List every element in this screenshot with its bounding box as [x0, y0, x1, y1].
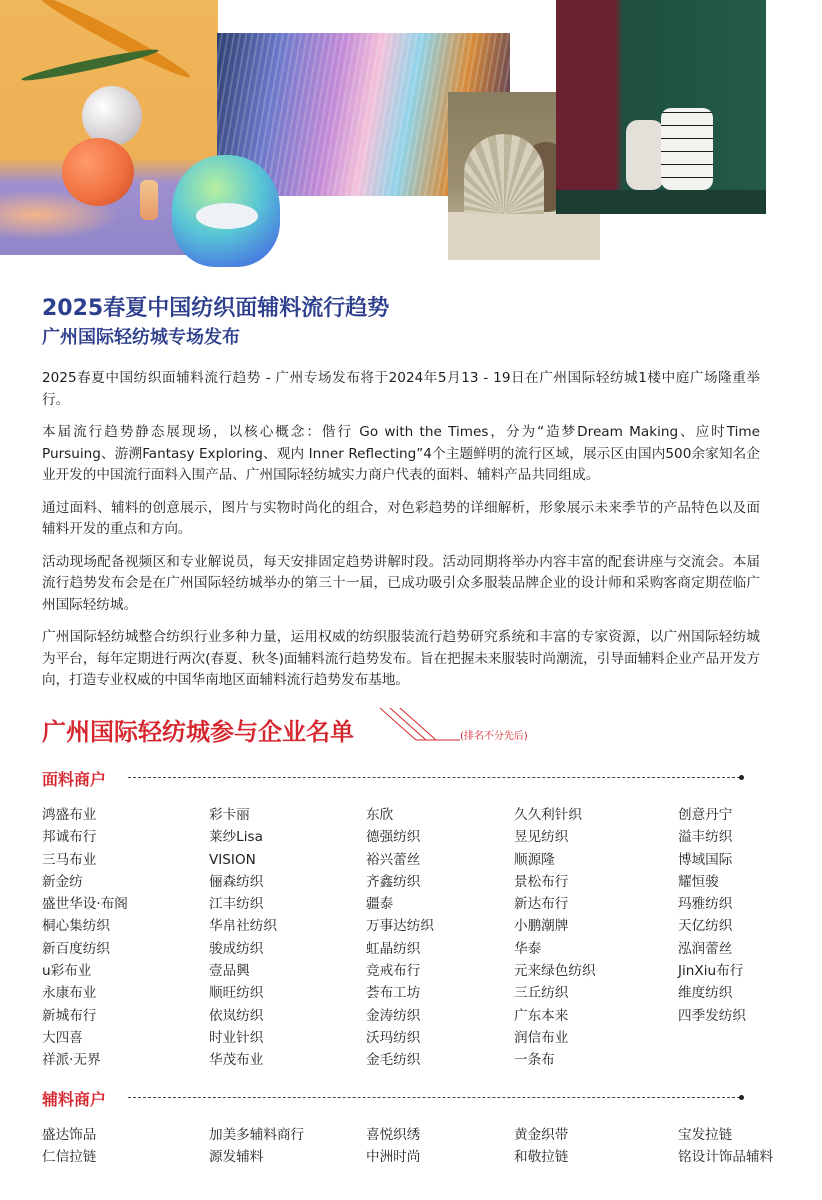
company-name: 加美多辅料商行: [209, 1127, 305, 1143]
company-name: 仁信拉链: [42, 1149, 97, 1166]
category-divider: [128, 777, 740, 778]
company-name: 昱见纺织: [514, 829, 569, 846]
page-title: 2025春夏中国纺织面辅料流行趋势: [42, 296, 390, 321]
company-name: 沃玛纺织: [366, 1029, 421, 1046]
paragraph: 通过面料、辅料的创意展示，图片与实物时尚化的组合，对色彩趋势的详细解析，形象展示未来季节的产品特色以及面辅料开发的重点和方向。: [42, 499, 760, 537]
company-name: 小鹏潮牌: [514, 918, 569, 935]
accessory-column-5: [678, 1124, 773, 1169]
company-name: 耀恒骏: [678, 873, 719, 890]
company-name: 鸿盛布业: [42, 807, 97, 823]
pedestal: [448, 212, 600, 260]
company-name: 一条布: [514, 1052, 555, 1069]
accessory-column-1: [42, 1124, 96, 1169]
shell-shape: [464, 134, 544, 214]
company-name: 广东本来: [514, 1007, 569, 1024]
company-name: 荟布工坊: [366, 985, 421, 1002]
company-name: 铭设计饰品辅料: [678, 1149, 774, 1166]
company-name: 邦诚布行: [42, 829, 97, 846]
company-name: JinXiu布行: [678, 963, 744, 980]
company-name: 金涛纺织: [366, 1007, 421, 1024]
company-name: 盛达饰品: [42, 1127, 97, 1143]
company-name: 和敬拉链: [514, 1149, 569, 1166]
company-name: u彩布业: [42, 963, 92, 980]
company-name: 中洲时尚: [366, 1149, 421, 1166]
company-name: 齐鑫纺织: [366, 873, 421, 890]
company-name: 裕兴蕾丝: [366, 851, 421, 868]
company-name: 元来绿色纺织: [514, 963, 596, 980]
company-name: 创意丹宁: [678, 807, 733, 823]
company-name: 宝发拉链: [678, 1127, 733, 1143]
company-name: 新达布行: [514, 896, 569, 913]
accessory-column-3: [366, 1124, 420, 1169]
grid-vase: [661, 108, 713, 190]
paragraph: 本届流行趋势静态展现场，以核心概念：偕行 Go with the Times，分为“造梦Dream Making、应时Time Pursuing、游溯Fantasy Exploring、观内 Inner Reflecting”4个主题鲜明的流行区域，展示区由国内500余家知名企业开发的中国流行面料入围产品、广州国际轻纺城实力商户代表的面料、辅料产品共同组成。: [42, 424, 760, 483]
company-name: 桐心集纺织: [42, 918, 110, 935]
fabric-column-3: [366, 804, 434, 1072]
white-vase: [626, 120, 664, 190]
divider-dot: [739, 775, 744, 780]
orange-sphere: [62, 138, 134, 206]
paragraph: 2025春夏中国纺织面辅料流行趋势 - 广州专场发布将于2024年5月13 - 19日在广州国际轻纺城1楼中庭广场隆重举行。: [42, 370, 760, 408]
article-body: [42, 368, 760, 703]
category-divider: [128, 1097, 740, 1098]
company-name: 四季发纺织: [678, 1007, 746, 1024]
company-name: 三丘纺织: [514, 985, 569, 1002]
company-name: 溢丰纺织: [678, 829, 733, 846]
company-name: 景松布行: [514, 873, 569, 890]
company-name: 江丰纺织: [209, 896, 264, 913]
company-name: 华泰: [514, 940, 542, 957]
company-name: 源发辅料: [209, 1149, 264, 1166]
company-name: 盛世华设·布阁: [42, 896, 128, 913]
company-name: 新金纺: [42, 873, 83, 890]
company-name: 新百度纺织: [42, 940, 110, 957]
company-name: 天亿纺织: [678, 918, 733, 935]
chair-cushion: [196, 203, 258, 229]
company-name: 泓润蕾丝: [678, 940, 733, 957]
photo-fluffy-chair: [172, 155, 280, 267]
company-name: 竞戒布行: [366, 963, 421, 980]
flower-stem: [20, 46, 159, 85]
page-subtitle: 广州国际轻纺城专场发布: [42, 327, 240, 348]
company-name: 顺旺纺织: [209, 985, 264, 1002]
company-name: 东欣: [366, 807, 394, 823]
company-name: 莱纱Lisa: [209, 829, 263, 846]
company-name: 玛雅纺织: [678, 896, 733, 913]
company-name: 三马布业: [42, 851, 97, 868]
photo-vases-plants: [556, 0, 766, 214]
company-name: 俪森纺织: [209, 873, 264, 890]
accessory-column-4: [514, 1124, 568, 1169]
company-name: 华帛社纺织: [209, 918, 277, 935]
company-name: 时业针织: [209, 1029, 264, 1046]
company-name: 博域国际: [678, 851, 733, 868]
company-name: 永康布业: [42, 985, 97, 1002]
fabric-column-5: [678, 804, 746, 1027]
exhibitor-list-title: 广州国际轻纺城参与企业名单: [42, 718, 354, 746]
table-surface: [556, 190, 766, 214]
company-name: 彩卡丽: [209, 807, 250, 823]
fabric-column-2: [209, 804, 277, 1072]
company-name: 金毛纺织: [366, 1052, 421, 1069]
company-name: 润信布业: [514, 1029, 569, 1046]
company-name: 顺源隆: [514, 851, 555, 868]
fabric-column-4: [514, 804, 596, 1072]
paragraph: 广州国际轻纺城整合纺织行业多种力量，运用权威的纺织服装流行趋势研究系统和丰富的专家资源，以广州国际轻纺城为平台，每年定期进行两次(春夏、秋冬)面辅料流行趋势发布。旨在把握未来服装时尚潮流，引导面辅料企业产品开发方向，打造专业权威的中国华南地区面辅料流行趋势发布基地。: [42, 629, 760, 688]
ranking-note: (排名不分先后): [460, 731, 528, 742]
company-name: 黄金织带: [514, 1127, 569, 1143]
company-name: VISION: [209, 851, 256, 868]
company-name: 虹晶纺织: [366, 940, 421, 957]
stone-stack: [140, 180, 158, 220]
fabric-column-1: [42, 804, 128, 1072]
decorative-stripes: [380, 706, 460, 746]
company-name: 祥派·无界: [42, 1052, 101, 1069]
company-name: 新城布行: [42, 1007, 97, 1024]
divider-dot: [739, 1095, 744, 1100]
company-name: 万事达纺织: [366, 918, 434, 935]
category-fabric-label: 面料商户: [42, 770, 107, 789]
paragraph: 活动现场配备视频区和专业解说员，每天安排固定趋势讲解时段。活动同期将举办内容丰富的配套讲座与交流会。本届流行趋势发布会是在广州国际轻纺城举办的第三十一届，已成功吸引众多服装品牌企业的设计师和采购客商定期莅临广州国际轻纺城。: [42, 553, 760, 613]
company-name: 疆泰: [366, 896, 394, 913]
company-name: 久久利针织: [514, 807, 582, 823]
company-name: 喜悦织绣: [366, 1127, 421, 1143]
company-name: 壹品興: [209, 963, 250, 980]
company-name: 维度纺织: [678, 985, 733, 1002]
company-name: 大四喜: [42, 1029, 83, 1046]
company-name: 德强纺织: [366, 829, 421, 846]
company-name: 华茂布业: [209, 1052, 264, 1069]
white-sphere: [82, 86, 142, 146]
accessory-column-2: [209, 1124, 304, 1169]
category-accessory-label: 辅料商户: [42, 1090, 107, 1109]
company-name: 依岚纺织: [209, 1007, 264, 1024]
company-name: 骏成纺织: [209, 940, 264, 957]
